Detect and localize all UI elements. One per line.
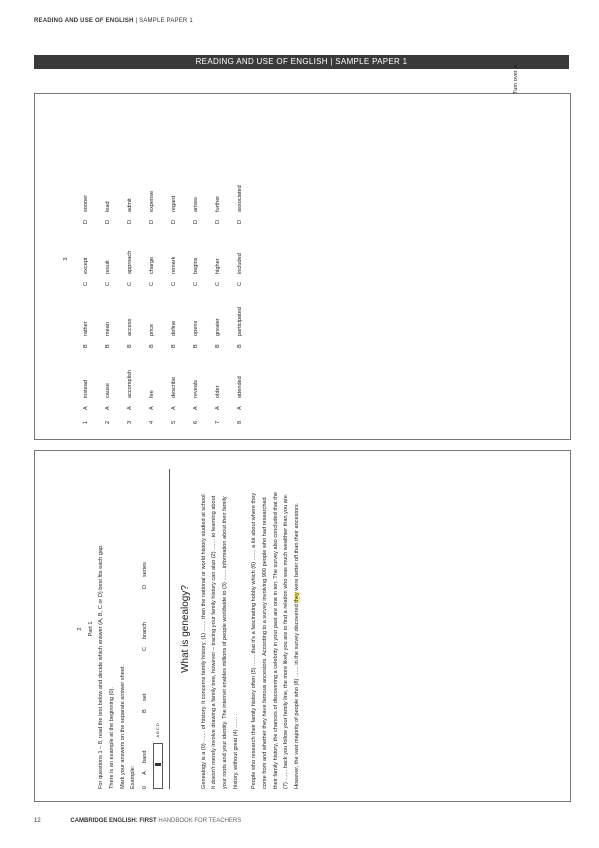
example-label: Example: (130, 765, 137, 789)
highlighted-word: they (293, 592, 300, 603)
instruction-2: There is an example at the beginning (0). (108, 687, 115, 789)
letter-b: B (127, 344, 134, 348)
letter-c: C (83, 281, 90, 286)
option-d: associated (237, 185, 244, 212)
letter-b: B (105, 344, 112, 348)
footer-book-title: CAMBRIDGE ENGLISH: FIRST (70, 818, 157, 824)
option-a: fee (149, 390, 156, 398)
example-b: set (142, 693, 149, 701)
letter-d: D (215, 219, 222, 224)
option-d: lead (105, 201, 112, 212)
letter-c: C (215, 281, 222, 286)
letter-d: D (149, 219, 156, 224)
option-row (164, 94, 186, 424)
option-c: remark (171, 256, 178, 274)
footer-book-subtitle: HANDBOOK FOR TEACHERS (156, 818, 242, 824)
option-d: regard (171, 195, 178, 212)
option-row (186, 94, 208, 424)
option-c: except (83, 257, 90, 274)
paragraph-2-end: were better off than their ancestors. (293, 502, 300, 593)
option-b: access (127, 318, 134, 336)
option-b: define (171, 320, 178, 336)
section-band: READING AND USE OF ENGLISH | SAMPLE PAPER 1 (34, 55, 569, 69)
question-number: 2 (105, 420, 112, 424)
option-c: charge (149, 256, 156, 274)
letter-b: B (83, 344, 90, 348)
letter-a: A (149, 406, 156, 410)
letter-a: A (237, 406, 244, 410)
letter-d: D (237, 219, 244, 224)
option-d: further (215, 195, 222, 212)
option-d: arises (193, 197, 200, 212)
question-number: 4 (149, 420, 156, 424)
question-number: 6 (193, 420, 200, 424)
letter-d: D (142, 584, 149, 589)
options-page-rotated (61, 63, 531, 424)
part1-title: Part 1 (87, 621, 94, 637)
option-c: higher (215, 258, 222, 274)
question-number: 5 (171, 420, 178, 424)
letter-b: B (193, 344, 200, 348)
option-row (142, 94, 164, 424)
options-page-frame (34, 63, 571, 440)
question-number: 7 (215, 420, 222, 424)
option-row (230, 94, 252, 424)
letter-c: C (237, 281, 244, 286)
letter-d: D (127, 219, 134, 224)
part1-page-number: 2 (77, 627, 83, 631)
question-number: 1 (83, 420, 90, 424)
text-title: What is genealogy? (179, 585, 191, 673)
example-row (139, 469, 153, 789)
letter-b: B (142, 709, 149, 713)
letter-c: C (171, 281, 178, 286)
option-c: result (105, 260, 112, 274)
question-number: 8 (237, 420, 244, 424)
letter-a: A (83, 406, 90, 410)
letter-c: C (149, 281, 156, 286)
letter-b: B (215, 344, 222, 348)
footer-page-number: 12 (34, 818, 41, 824)
option-b: greater (215, 318, 222, 336)
paragraph-2-text: People who research their family history often (5) ....... that it's a fascinating hobby which (6) ....... a lot about where they come from and whether they have famous ancestors. According to a survey involving 900 people who had researched their family history, the chances of discovering a celebrity in your past are one in ten. The survey also concluded that the (7) ....... back you follow your family line, the more likely you are to find a relation who was much wealthier than you are. However, the vast majority of people who (8) ....... in the survey discovered (251, 491, 300, 789)
option-a: accomplish (127, 370, 134, 398)
page-footer (34, 818, 241, 824)
part1-page-frame (34, 450, 571, 802)
example-c: branch (142, 621, 149, 639)
letter-c: C (127, 281, 134, 286)
answer-letters: A B C D (155, 723, 161, 738)
letter-d: D (171, 219, 178, 224)
option-a: describe (171, 376, 178, 398)
letter-a: A (171, 406, 178, 410)
option-b: opens (193, 320, 200, 336)
answer-grid (153, 743, 163, 789)
example-answer-box (153, 469, 165, 789)
example-number: 0 (142, 785, 149, 789)
options-page-number: 3 (63, 257, 69, 261)
option-row (120, 94, 142, 424)
option-b: mean (105, 322, 112, 336)
paragraph-2 (249, 489, 302, 789)
option-a: older (215, 385, 222, 398)
letter-a: A (105, 406, 112, 410)
option-b: price (149, 323, 156, 336)
letter-d: D (83, 219, 90, 224)
part1-rotated (75, 469, 435, 789)
letter-a: A (193, 406, 200, 410)
option-row (98, 94, 120, 424)
letter-c: C (193, 281, 200, 286)
option-c: included (237, 253, 244, 274)
options-table (76, 94, 252, 424)
answer-mark (155, 763, 161, 766)
divider (169, 469, 170, 789)
option-d: sooner (83, 194, 90, 212)
letter-c: C (105, 281, 112, 286)
letter-c: C (142, 646, 149, 651)
running-header-bold: READING AND USE OF ENGLISH (34, 18, 134, 24)
running-header (34, 18, 193, 24)
instruction-1: For questions 1 – 8, read the text below and decide which answer (A, B, C or D) best fits each gap. (98, 544, 105, 789)
option-b: participated (237, 307, 244, 336)
letter-b: B (171, 344, 178, 348)
option-c: begins (193, 257, 200, 274)
option-d: admit (127, 198, 134, 212)
option-row (208, 94, 230, 424)
letter-b: B (237, 344, 244, 348)
instruction-3: Mark your answers on the separate answer sheet. (119, 664, 126, 789)
letter-d: D (105, 219, 112, 224)
turn-over-label: Turn over ► (513, 63, 519, 94)
paragraph-1: Genealogy is a (0) ....... of history. It concerns family history, (1) ....... than the national or world history studied at school. It doesn't merely involve drawing a family tree, however – tracing your family history can also (2) ....... to learning about your roots and your identity. The internet enables millions of people worldwide to (3) ....... information about their family history, without great (4) ....... . (200, 492, 239, 789)
letter-d: D (193, 219, 200, 224)
option-c: approach (127, 250, 134, 274)
letter-a: A (215, 406, 222, 410)
option-a: instead (83, 379, 90, 398)
running-header-rest: | SAMPLE PAPER 1 (133, 18, 193, 24)
letter-a: A (127, 406, 134, 410)
letter-b: B (149, 344, 156, 348)
option-a: reveals (193, 379, 200, 398)
option-a: attended (237, 376, 244, 398)
question-number: 3 (127, 420, 134, 424)
option-row (76, 94, 98, 424)
option-d: expense (149, 190, 156, 212)
option-b: rather (83, 321, 90, 336)
example-d: series (142, 562, 149, 577)
letter-a: A (142, 771, 149, 775)
example-a: band (142, 750, 149, 763)
option-a: cause (105, 383, 112, 398)
